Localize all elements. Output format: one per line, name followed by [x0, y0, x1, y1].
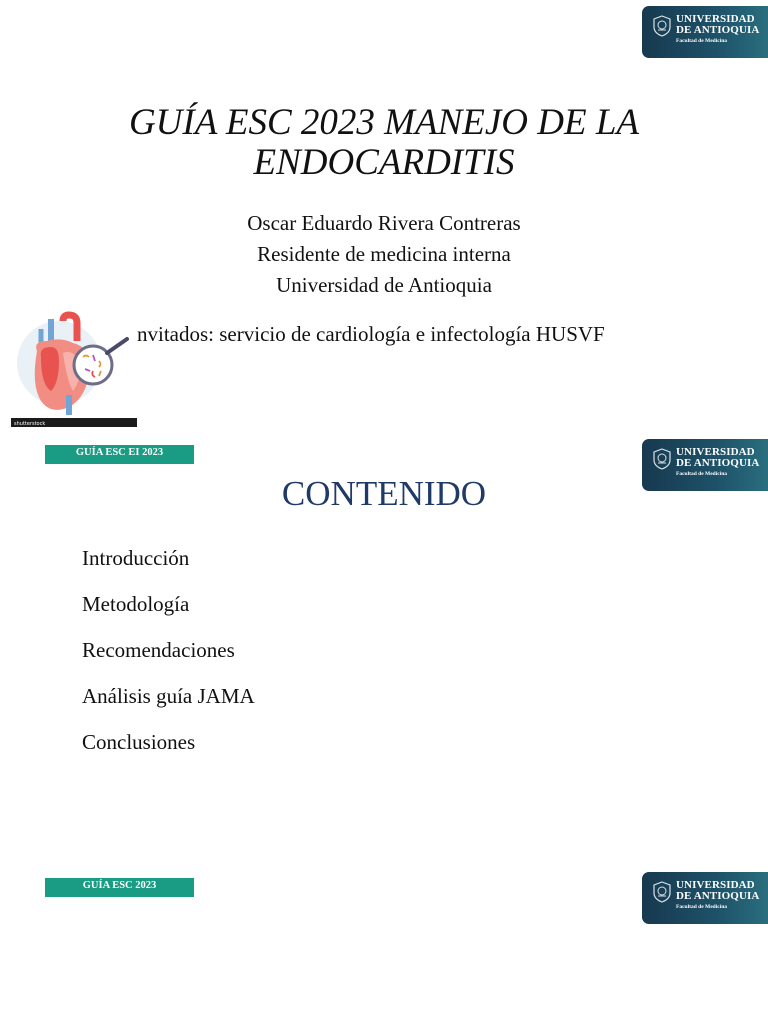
- logo-line-3: Facultad de Medicina: [676, 38, 728, 44]
- heart-illustration: [11, 311, 137, 427]
- logo-line-2: DE ANTIOQUIA: [676, 890, 760, 902]
- logo-line-1: UNIVERSIDAD: [676, 879, 755, 891]
- logo-line-1: UNIVERSIDAD: [676, 13, 755, 25]
- author-block: [0, 208, 768, 301]
- slide-tag: GUÍA ESC EI 2023: [45, 445, 194, 464]
- university-seal-icon: [652, 448, 672, 470]
- university-seal-icon: [652, 15, 672, 37]
- toc-item-recomendaciones: Recomendaciones: [82, 638, 235, 662]
- logo-line-1: UNIVERSIDAD: [676, 446, 755, 458]
- title-line-2: ENDOCARDITIS: [253, 142, 515, 183]
- slide-tag: GUÍA ESC 2023: [45, 878, 194, 897]
- university-logo: [642, 872, 768, 924]
- author-role: Residente de medicina interna: [257, 242, 511, 266]
- invited-text: nvitados: servicio de cardiología e infectología HUSVF: [137, 322, 605, 346]
- toc-item-conclusiones: Conclusiones: [82, 730, 196, 754]
- slide-title: [0, 103, 768, 183]
- university-seal-icon: [652, 881, 672, 903]
- contents-heading: CONTENIDO: [281, 474, 487, 513]
- author-institution: Universidad de Antioquia: [276, 273, 492, 297]
- image-caption: shutterstock: [14, 421, 46, 427]
- logo-line-3: Facultad de Medicina: [676, 904, 728, 910]
- author-name: Oscar Eduardo Rivera Contreras: [247, 211, 521, 235]
- toc-item-metodologia: Metodología: [82, 592, 190, 616]
- logo-line-2: DE ANTIOQUIA: [676, 457, 760, 469]
- toc-item-analisis-jama: Análisis guía JAMA: [82, 684, 255, 708]
- logo-line-2: DE ANTIOQUIA: [676, 24, 760, 36]
- logo-line-3: Facultad de Medicina: [676, 471, 728, 477]
- title-line-1: GUÍA ESC 2023 MANEJO DE LA: [128, 102, 640, 143]
- toc-item-introduccion: Introducción: [82, 546, 190, 570]
- university-logo: [642, 6, 768, 58]
- table-of-contents: [82, 542, 255, 772]
